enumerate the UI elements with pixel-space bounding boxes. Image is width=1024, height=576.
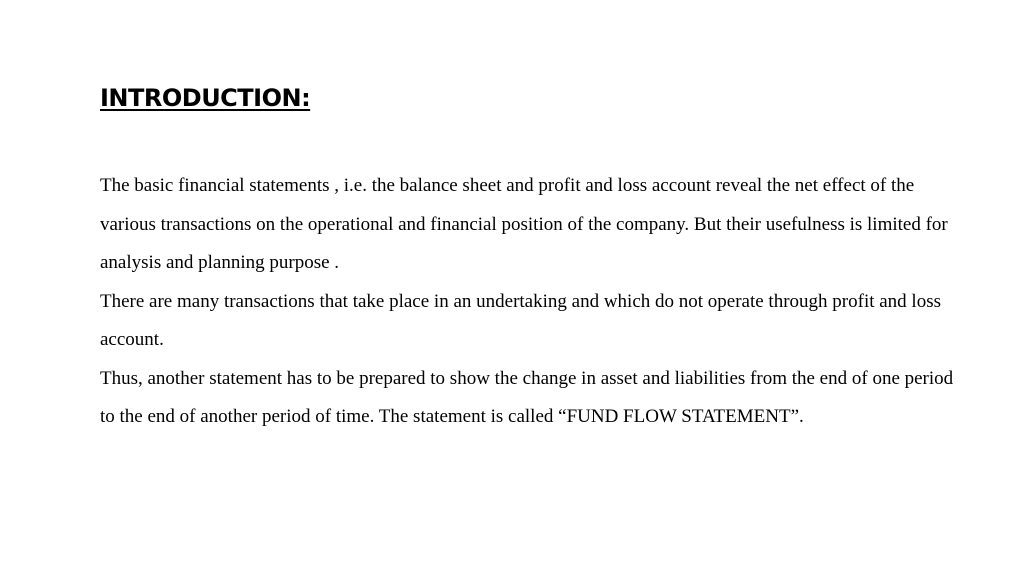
paragraph-transactions: There are many transactions that take place in an undertaking and which do not operate through profit and loss account. bbox=[100, 290, 942, 350]
paragraph-intro: The basic financial statements , i.e. the balance sheet and profit and loss account reveal the net effect of the various transactions on the operational and financial position of the company. But their usefulness is limited for analysis and planning purpose . bbox=[100, 175, 948, 273]
paragraph-fund-flow: Thus, another statement has to be prepared to show the change in asset and liabilities from the end of one period to the end of another period of time. The statement is called “FUND FLOW STATEMENT”. bbox=[100, 367, 954, 427]
slide-title: INTRODUCTION: bbox=[100, 84, 311, 112]
slide-body bbox=[100, 167, 970, 437]
